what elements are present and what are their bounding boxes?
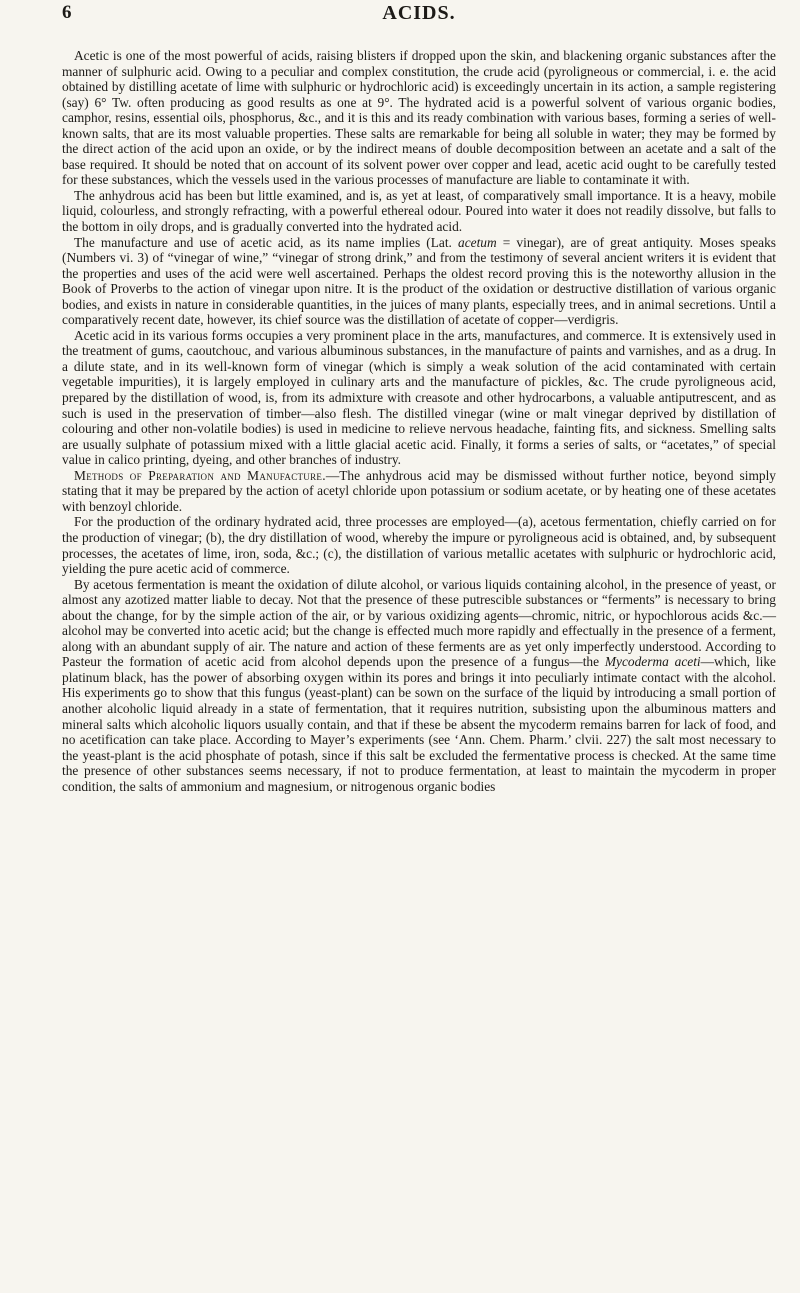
- paragraph-processes: [62, 514, 776, 576]
- paragraph-text: Acetic acid in its various forms occupies a very prominent place in the arts, manufactures, and commerce. It is extensively used in the treatment of gums, caoutchouc, and various albuminous substances, in the manufacture of paints and varnishes, and as a drug. In a dilute state, and in its well-known form of vinegar (which is simply a weak solution of the acid contaminated with certain vegetable impurities), it is largely employed in culinary arts and the manufacture of pickles, &c. The crude pyroligneous acid, prepared by the distillation of wood, is, from its admixture with creasote and other hydrocarbons, a valuable antiputrescent, and as such is used in the preservation of timber—also flesh. The distilled vinegar (wine or malt vinegar deprived by distillation of colouring and other non-volatile bodies) is used in medicine to relieve nervous headache, fainting fits, and sickness. Smelling salts are usually sulphate of potassium mixed with a little glacial acetic acid. Finally, it forms a series of salts, or “acetates,” of special value in calico printing, dyeing, and other branches of industry.: [62, 327, 776, 468]
- paragraph-fermentation: [62, 577, 776, 795]
- paragraph-methods: [62, 468, 776, 515]
- paragraph-text: —The anhydrous acid may be dismissed without further notice, beyond simply stating that it may be prepared by the action of acetyl chloride upon potassium or sodium acetate, or by heating one of these acetates with benzoyl chloride.: [62, 467, 776, 514]
- paragraph-text: = vinegar), are of great antiquity. Moses speaks (Numbers vi. 3) of “vinegar of wine,” “vinegar of strong drink,” and from the testimony of several ancient writers it is evident that the properties and uses of the acid were well ascertained. Perhaps the oldest record proving this is the noteworthy allusion in the Book of Proverbs to the action of vinegar upon nitre. It is the product of the oxidation or destructive distillation of various organic bodies, and exists in nature in considerable quantities, in the juices of many plants, especially trees, and in animal secretions. Until a comparatively recent date, however, its chief source was the distillation of acetate of copper—verdigris.: [62, 234, 776, 328]
- paragraph-text: The manufacture and use of acetic acid, as its name implies (Lat.: [74, 234, 458, 250]
- italic-term: acetum: [458, 234, 497, 250]
- paragraph-text: By acetous fermentation is meant the oxidation of dilute alcohol, or various liquids containing alcohol, in the presence of yeast, or almost any azotized matter liable to decay. Not that the presence of these putrescible substances or “ferments” is necessary to bring about the change, for by the simple action of the air, or by various oxidizing agents—chromic, nitric, or hypochlorous acids &c.—alcohol may be converted into acetic acid; but the change is effected much more rapidly and effectually in the presence of a ferment, along with an abundant supply of air. The nature and action of these ferments are as yet only imperfectly understood. According to Pasteur the formation of acetic acid from alcohol depends upon the presence of a fungus—the: [62, 576, 776, 670]
- paragraph-text: The anhydrous acid has been but little examined, and is, as yet at least, of comparatively small importance. It is a heavy, mobile liquid, colourless, and strongly refracting, with a powerful ethereal odour. Poured into water it does not readily dissolve, but falls to the bottom in oily drops, and is gradually converted into the hydrated acid.: [62, 187, 776, 235]
- body-text: [62, 48, 776, 794]
- paragraph-acetic-properties: [62, 48, 776, 188]
- section-heading: Methods of Preparation and Manufacture.: [74, 467, 326, 483]
- paragraph-text: —which, like platinum black, has the power of absorbing oxygen within its pores and brings it into peculiarly intimate contact with the alcohol. His experiments go to show that this fungus (yeast-plant) can be sown on the surface of the liquid by introducing a small portion of another alcoholic liquid already in a state of fermentation, that it requires nutrition, subsisting upon the albuminous matters and mineral salts which alcoholic liquors usually contain, and that if these be absent the mycoderm remains barren for lack of food, and no acetification can take place. According to Mayer’s experiments (see ‘Ann. Chem. Pharm.’ clvii. 227) the salt most necessary to the yeast-plant is the acid phosphate of potash, since if this salt be excluded the fermentative process is checked. At the same time the presence of other substances seems necessary, if not to produce fermentation, at least to maintain the mycoderm in proper condition, the salts of ammonium and magnesium, or nitrogenous organic bodies: [62, 654, 776, 794]
- paragraph-uses: [62, 328, 776, 468]
- paragraph-text: Acetic is one of the most powerful of acids, raising blisters if dropped upon the skin, and blackening organic substances after the manner of sulphuric acid. Owing to a peculiar and complex constitution, the crude acid (pyroligneous or commercial, i. e. the acid obtained by distilling acetate of lime with sulphuric or hydrochloric acid) is exceedingly uncertain in its action, a sample registering (say) 6° Tw. often producing as good results as one at 9°. The hydrated acid is a powerful solvent of various organic bodies, camphor, resins, essential oils, phosphorus, &c., and it is this and its ready combination with various bases, forming a series of well-known salts, that are its most valuable properties. These salts are remarkable for being all soluble in water; they may be formed by the direct action of the acid upon an oxide, or by the indirect means of double decomposition between an acetate and a salt of the base required. It should be noted that on account of its solvent power over copper and lead, acetic acid ought to be carefully tested for these substances, which the vessels used in the various processes of manufacture are liable to contaminate it with.: [62, 48, 776, 188]
- paragraph-anhydrous-acid: [62, 188, 776, 235]
- running-head: [62, 0, 776, 48]
- italic-term: Mycoderma aceti: [604, 654, 701, 670]
- paragraph-text: For the production of the ordinary hydrated acid, three processes are employed—(a), acetous fermentation, chiefly carried on for the production of vinegar; (b), the dry distillation of wood, whereby the impure or pyroligneous acid is obtained, and, by subsequent processes, the acetates of lime, iron, soda, &c.; (c), the distillation of various metallic acetates with sulphuric or hydrochloric acid, yielding the pure acetic acid of commerce.: [62, 514, 776, 577]
- page-number: 6: [62, 2, 72, 23]
- paragraph-history: [62, 235, 776, 328]
- running-title: ACIDS.: [382, 2, 456, 24]
